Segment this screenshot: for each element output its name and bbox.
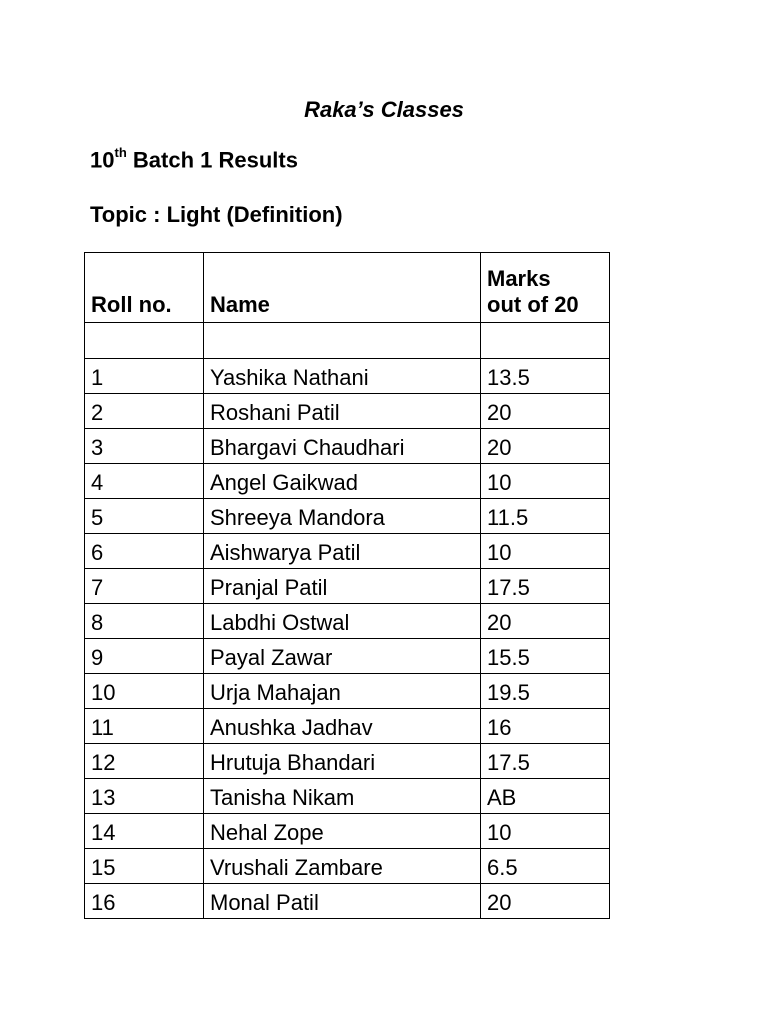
cell-marks: AB (481, 779, 610, 814)
table-row (85, 779, 610, 814)
cell-marks: 16 (481, 709, 610, 744)
batch-number: 10 (90, 147, 115, 173)
cell-marks: 10 (481, 814, 610, 849)
cell-name: Roshani Patil (204, 394, 481, 429)
table-row (85, 709, 610, 744)
table-row (85, 499, 610, 534)
cell-roll: 13 (85, 779, 204, 814)
table-header-row (85, 253, 610, 323)
cell-name: Aishwarya Patil (204, 534, 481, 569)
cell-marks: 10 (481, 534, 610, 569)
cell-roll: 12 (85, 744, 204, 779)
blank-cell (481, 323, 610, 359)
header-name: Name (204, 253, 481, 323)
cell-name: Hrutuja Bhandari (204, 744, 481, 779)
document-title: Raka’s Classes (304, 97, 464, 122)
cell-name: Tanisha Nikam (204, 779, 481, 814)
table-row (85, 464, 610, 499)
topic-heading: Topic : Light (Definition) (90, 202, 343, 227)
cell-name: Monal Patil (204, 884, 481, 919)
header-marks-line1: Marks (487, 266, 551, 291)
cell-name: Shreeya Mandora (204, 499, 481, 534)
results-table-body (85, 253, 610, 919)
cell-name: Vrushali Zambare (204, 849, 481, 884)
table-row (85, 674, 610, 709)
cell-marks: 17.5 (481, 569, 610, 604)
cell-roll: 5 (85, 499, 204, 534)
cell-roll: 14 (85, 814, 204, 849)
cell-roll: 10 (85, 674, 204, 709)
table-row (85, 849, 610, 884)
cell-name: Urja Mahajan (204, 674, 481, 709)
blank-cell (85, 323, 204, 359)
batch-label: Batch 1 Results (126, 147, 298, 173)
table-row (85, 744, 610, 779)
cell-marks: 6.5 (481, 849, 610, 884)
blank-cell (204, 323, 481, 359)
cell-name: Payal Zawar (204, 639, 481, 674)
table-row (85, 534, 610, 569)
table-row (85, 394, 610, 429)
cell-marks: 17.5 (481, 744, 610, 779)
cell-name: Anushka Jadhav (204, 709, 481, 744)
header-marks (481, 253, 610, 323)
cell-marks: 10 (481, 464, 610, 499)
cell-name: Yashika Nathani (204, 359, 481, 394)
header-roll-no: Roll no. (85, 253, 204, 323)
header-marks-line2: out of 20 (487, 292, 579, 317)
table-row (85, 604, 610, 639)
table-row (85, 359, 610, 394)
table-row (85, 569, 610, 604)
cell-marks: 19.5 (481, 674, 610, 709)
cell-marks: 15.5 (481, 639, 610, 674)
cell-marks: 20 (481, 429, 610, 464)
cell-marks: 20 (481, 394, 610, 429)
cell-roll: 2 (85, 394, 204, 429)
cell-roll: 4 (85, 464, 204, 499)
cell-marks: 20 (481, 604, 610, 639)
cell-roll: 8 (85, 604, 204, 639)
cell-roll: 3 (85, 429, 204, 464)
table-row (85, 884, 610, 919)
cell-roll: 6 (85, 534, 204, 569)
table-row (85, 429, 610, 464)
cell-name: Angel Gaikwad (204, 464, 481, 499)
cell-roll: 9 (85, 639, 204, 674)
batch-ordinal-suffix: th (114, 145, 127, 160)
table-blank-row (85, 323, 610, 359)
batch-heading (90, 147, 298, 173)
cell-roll: 16 (85, 884, 204, 919)
cell-roll: 15 (85, 849, 204, 884)
cell-roll: 1 (85, 359, 204, 394)
table-row (85, 814, 610, 849)
results-table (84, 252, 610, 919)
cell-roll: 7 (85, 569, 204, 604)
cell-name: Pranjal Patil (204, 569, 481, 604)
table-row (85, 639, 610, 674)
cell-name: Bhargavi Chaudhari (204, 429, 481, 464)
cell-marks: 20 (481, 884, 610, 919)
cell-roll: 11 (85, 709, 204, 744)
cell-marks: 11.5 (481, 499, 610, 534)
cell-name: Nehal Zope (204, 814, 481, 849)
cell-name: Labdhi Ostwal (204, 604, 481, 639)
cell-marks: 13.5 (481, 359, 610, 394)
